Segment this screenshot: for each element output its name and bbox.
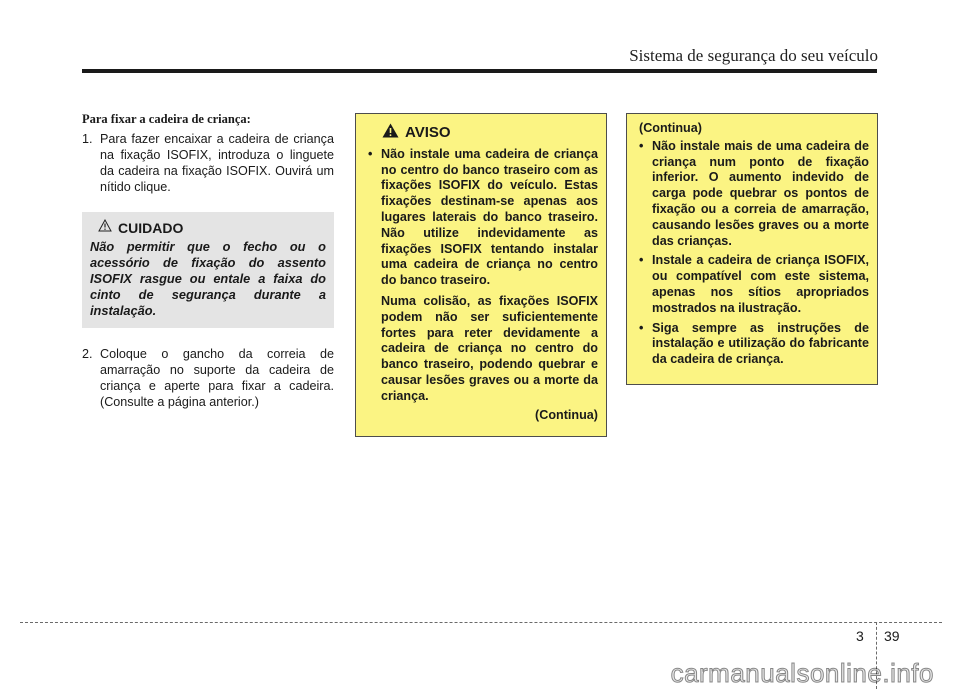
continued-item-2 xyxy=(639,253,869,316)
warning-continued-label: (Continua) xyxy=(535,407,598,422)
bullet-marker: • xyxy=(639,320,644,335)
footer-rule xyxy=(20,622,942,623)
step-2 xyxy=(82,346,334,410)
caution-box xyxy=(82,212,334,328)
continued-item-1 xyxy=(639,139,869,250)
warning-header xyxy=(382,123,598,143)
warning-triangle-icon xyxy=(382,123,399,143)
watermark: carmanualsonline.info xyxy=(670,658,934,688)
section-title: Para fixar a cadeira de criança: xyxy=(82,112,251,126)
caution-title: CUIDADO xyxy=(118,220,184,236)
continued-heading: (Continua) xyxy=(639,121,702,135)
page-number: 39 xyxy=(884,628,900,644)
warning-item-1 xyxy=(368,147,598,289)
continued-item-2-text: Instale a cadeira de criança ISOFIX, ou compatível com este sistema, apenas nos sítios apropriados mostrados na ilustração. xyxy=(652,253,869,315)
header-rule xyxy=(82,69,877,73)
bullet-marker: • xyxy=(639,138,644,153)
warning-item-1-text: Não instale uma cadeira de criança no centro do banco traseiro com as fixações ISOFIX do veículo. Estas fixações destinam-se apenas aos lugares laterais do banco traseiro. Não utilize indevidamente as fixações ISOFIX tentando instalar uma cadeira de criança no centro do banco traseiro. xyxy=(381,146,598,288)
step-1 xyxy=(82,131,334,195)
caution-text: Não permitir que o fecho ou o acessório de fixação do assento ISOFIX rasgue ou entale a faixa do cinto de segurança durante a instalação. xyxy=(90,239,326,318)
caution-triangle-icon xyxy=(98,219,112,237)
left-column xyxy=(82,112,334,410)
continued-item-3-text: Siga sempre as instruções de instalação e utilização do fabricante da cadeira de criança. xyxy=(652,320,869,367)
step-1-number: 1. xyxy=(82,132,93,146)
caution-header xyxy=(98,219,326,237)
continued-warning-box xyxy=(626,113,878,385)
step-2-text: Coloque o gancho da correia de amarração no suporte da cadeira de criança e aperte para fixar a cadeira. (Consulte a página anterior.) xyxy=(100,347,334,409)
continued-item-1-text: Não instale mais de uma cadeira de criança num ponto de fixação inferior. O aumento indevido de carga pode quebrar os pontos de fixação ou a correia de amarração, causando lesões graves ou a morte das crianças. xyxy=(652,138,869,248)
continued-item-3 xyxy=(639,321,869,368)
step-1-text: Para fazer encaixar a cadeira de criança na fixação ISOFIX, introduza o linguete da cadeira na fixação ISOFIX. Ouvirá um nítido clique. xyxy=(100,132,334,194)
step-2-number: 2. xyxy=(82,347,93,361)
chapter-number: 3 xyxy=(856,628,864,644)
warning-box xyxy=(355,113,607,437)
bullet-marker: • xyxy=(639,253,644,268)
warning-item-1-paragraph-2: Numa colisão, as fixações ISOFIX podem não ser suficientemente fortes para reter devidamente a cadeira de criança no centro do banco traseiro, podendo quebrar e causar lesões graves ou a morte da criança. xyxy=(381,293,598,403)
warning-title: AVISO xyxy=(405,124,451,141)
bullet-marker: • xyxy=(368,146,373,161)
page-header-title: Sistema de segurança do seu veículo xyxy=(629,46,878,65)
